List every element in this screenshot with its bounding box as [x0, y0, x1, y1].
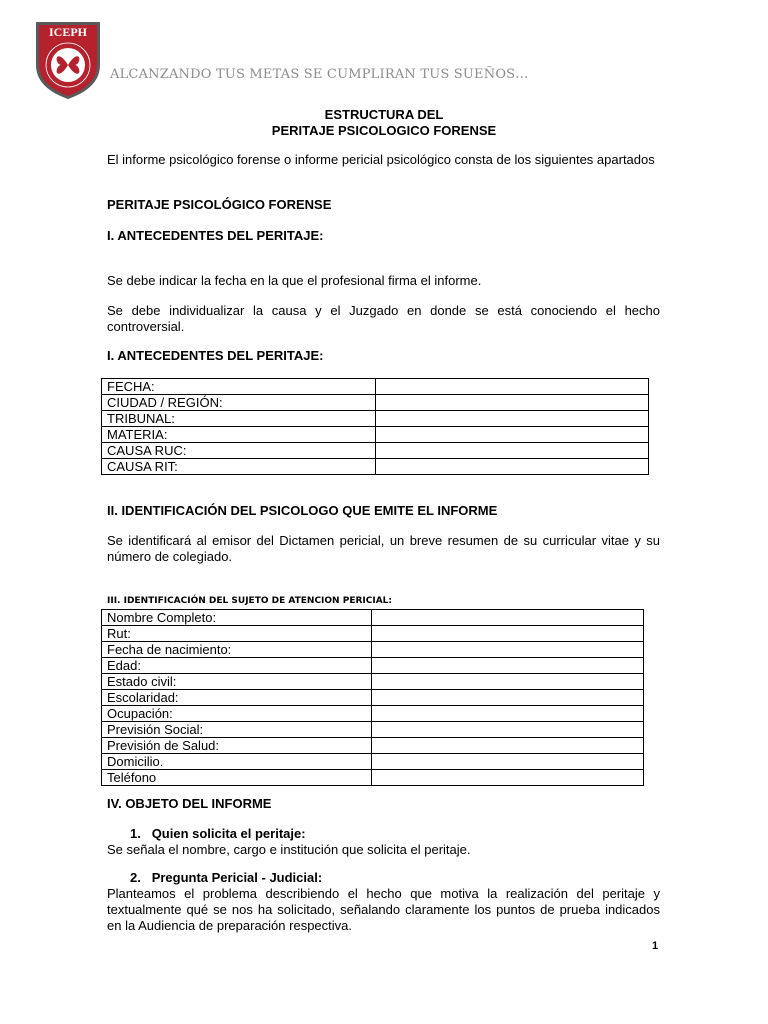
document-title [0, 107, 768, 139]
field-value[interactable] [372, 706, 644, 722]
field-label: Previsión de Salud: [102, 738, 372, 754]
field-value[interactable] [372, 738, 644, 754]
logo-text: ICEPH [48, 25, 88, 39]
table-row [102, 690, 644, 706]
table-row [102, 770, 644, 786]
motto: ALCANZANDO TUS METAS SE CUMPLIRAN TUS SUEÑOS… [110, 67, 529, 82]
field-label: Nombre Completo: [102, 610, 372, 626]
section-main-heading: PERITAJE PSICOLÓGICO FORENSE [107, 197, 332, 212]
field-label: Edad: [102, 658, 372, 674]
field-label: CIUDAD / REGIÓN: [102, 395, 376, 411]
table-row [102, 459, 649, 475]
field-value[interactable] [376, 411, 649, 427]
table-row [102, 626, 644, 642]
field-value[interactable] [372, 690, 644, 706]
field-value[interactable] [376, 379, 649, 395]
item-1-title: Quien solicita el peritaje: [151, 826, 306, 841]
section-1-paragraph-2: Se debe individualizar la causa y el Juzgado en donde se está conociendo el hecho controversial. [107, 303, 660, 334]
table-row [102, 411, 649, 427]
field-value[interactable] [376, 427, 649, 443]
field-label: Teléfono [102, 770, 372, 786]
field-label: Previsión Social: [102, 722, 372, 738]
section-2-heading: II. IDENTIFICACIÓN DEL PSICOLOGO QUE EMITE EL INFORME [107, 503, 498, 518]
field-label: Ocupación: [102, 706, 372, 722]
table-row [102, 754, 644, 770]
field-value[interactable] [376, 443, 649, 459]
field-value[interactable] [372, 770, 644, 786]
field-value[interactable] [372, 722, 644, 738]
field-label: Escolaridad: [102, 690, 372, 706]
section-3-heading: III. IDENTIFICACIÓN DEL SUJETO DE ATENCION PERICIAL: [107, 596, 393, 606]
intro-paragraph: El informe psicológico forense o informe pericial psicológico consta de los siguientes apartados [107, 152, 655, 167]
field-label: CAUSA RIT: [102, 459, 376, 475]
item-1-number: 1. [130, 826, 141, 841]
table-row [102, 658, 644, 674]
section-4-heading: IV. OBJETO DEL INFORME [107, 796, 272, 811]
section-1-heading-2: I. ANTECEDENTES DEL PERITAJE: [107, 348, 324, 363]
table-row [102, 443, 649, 459]
section-1-paragraph-1: Se debe indicar la fecha en la que el profesional firma el informe. [107, 273, 482, 288]
table-row [102, 395, 649, 411]
field-label: Domicilio. [102, 754, 372, 770]
item-1-text: Se señala el nombre, cargo e institución que solicita el peritaje. [107, 842, 471, 857]
table-row [102, 674, 644, 690]
section-2-paragraph: Se identificará al emisor del Dictamen pericial, un breve resumen de su curricular vitae y su número de colegiado. [107, 533, 660, 564]
title-line-1: ESTRUCTURA DEL [324, 107, 444, 122]
field-value[interactable] [376, 395, 649, 411]
table-row [102, 427, 649, 443]
field-label: CAUSA RUC: [102, 443, 376, 459]
item-2-number: 2. [130, 870, 141, 885]
field-value[interactable] [372, 610, 644, 626]
field-value[interactable] [372, 626, 644, 642]
field-value[interactable] [376, 459, 649, 475]
field-label: Fecha de nacimiento: [102, 642, 372, 658]
table-row [102, 379, 649, 395]
field-value[interactable] [372, 658, 644, 674]
field-label: MATERIA: [102, 427, 376, 443]
field-label: FECHA: [102, 379, 376, 395]
field-label: Estado civil: [102, 674, 372, 690]
title-line-2: PERITAJE PSICOLOGICO FORENSE [271, 123, 497, 138]
field-label: TRIBUNAL: [102, 411, 376, 427]
field-label: Rut: [102, 626, 372, 642]
sujeto-table [101, 609, 644, 786]
section-1-heading: I. ANTECEDENTES DEL PERITAJE: [107, 228, 324, 243]
antecedentes-table [101, 378, 649, 475]
table-row [102, 706, 644, 722]
table-row [102, 722, 644, 738]
field-value[interactable] [372, 674, 644, 690]
table-row [102, 642, 644, 658]
item-1-heading [130, 826, 306, 841]
page-number: 1 [652, 940, 659, 952]
item-2-heading [130, 870, 322, 885]
table-row [102, 738, 644, 754]
field-value[interactable] [372, 642, 644, 658]
table-row [102, 610, 644, 626]
iceph-logo [33, 19, 103, 101]
field-value[interactable] [372, 754, 644, 770]
item-2-text: Planteamos el problema describiendo el hecho que motiva la realización del peritaje y textualmente qué se nos ha solicitado, señalando claramente los puntos de prueba indicados en la Audiencia de preparación respectiva. [107, 886, 660, 933]
item-2-title: Pregunta Pericial - Judicial: [151, 870, 323, 885]
